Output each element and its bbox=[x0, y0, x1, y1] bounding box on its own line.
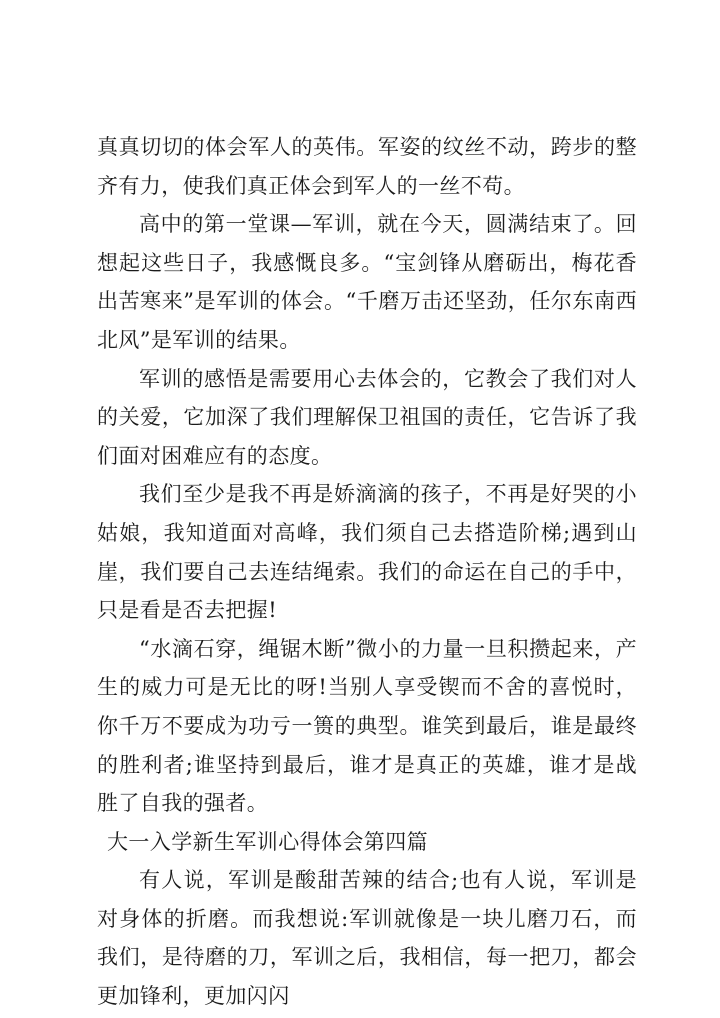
paragraph: 高中的第一堂课—军训，就在今天，圆满结束了。回想起这些日子，我感慨良多。“宝剑锋从磨砺出，梅花香出苦寒来”是军训的体会。“千磨万击还坚劲，任尔东南西北风”是军训的结果。 bbox=[97, 212, 637, 352]
paragraph: 有人说，军训是酸甜苦辣的结合;也有人说，军训是对身体的折磨。而我想说:军训就像是一块儿磨刀石，而我们，是待磨的刀，军训之后，我相信，每一把刀，都会更加锋利，更加闪闪 bbox=[97, 868, 637, 1009]
paragraph: “水滴石穿，绳锯木断”微小的力量一旦积攒起来，产生的威力可是无比的呀!当别人享受锲而不舍的喜悦时，你千万不要成为功亏一篑的典型。谁笑到最后，谁是最终的胜利者;谁坚持到最后，谁才是真正的英雄，谁才是战胜了自我的强者。 bbox=[97, 636, 637, 816]
document-body bbox=[97, 128, 637, 1016]
paragraph-continued: 真真切切的体会军人的英伟。军姿的纹丝不动，跨步的整齐有力，使我们真正体会到军人的一丝不苟。 bbox=[97, 135, 637, 198]
paragraph: 军训的感悟是需要用心去体会的，它教会了我们对人的关爱，它加深了我们理解保卫祖国的责任，它告诉了我们面对困难应有的态度。 bbox=[97, 366, 637, 468]
paragraph: 我们至少是我不再是娇滴滴的孩子，不再是好哭的小姑娘，我知道面对高峰，我们须自己去搭造阶梯;遇到山崖，我们要自己去连结绳索。我们的命运在自己的手中，只是看是否去把握! bbox=[97, 482, 637, 623]
section-heading: 大一入学新生军训心得体会第四篇 bbox=[107, 829, 428, 854]
